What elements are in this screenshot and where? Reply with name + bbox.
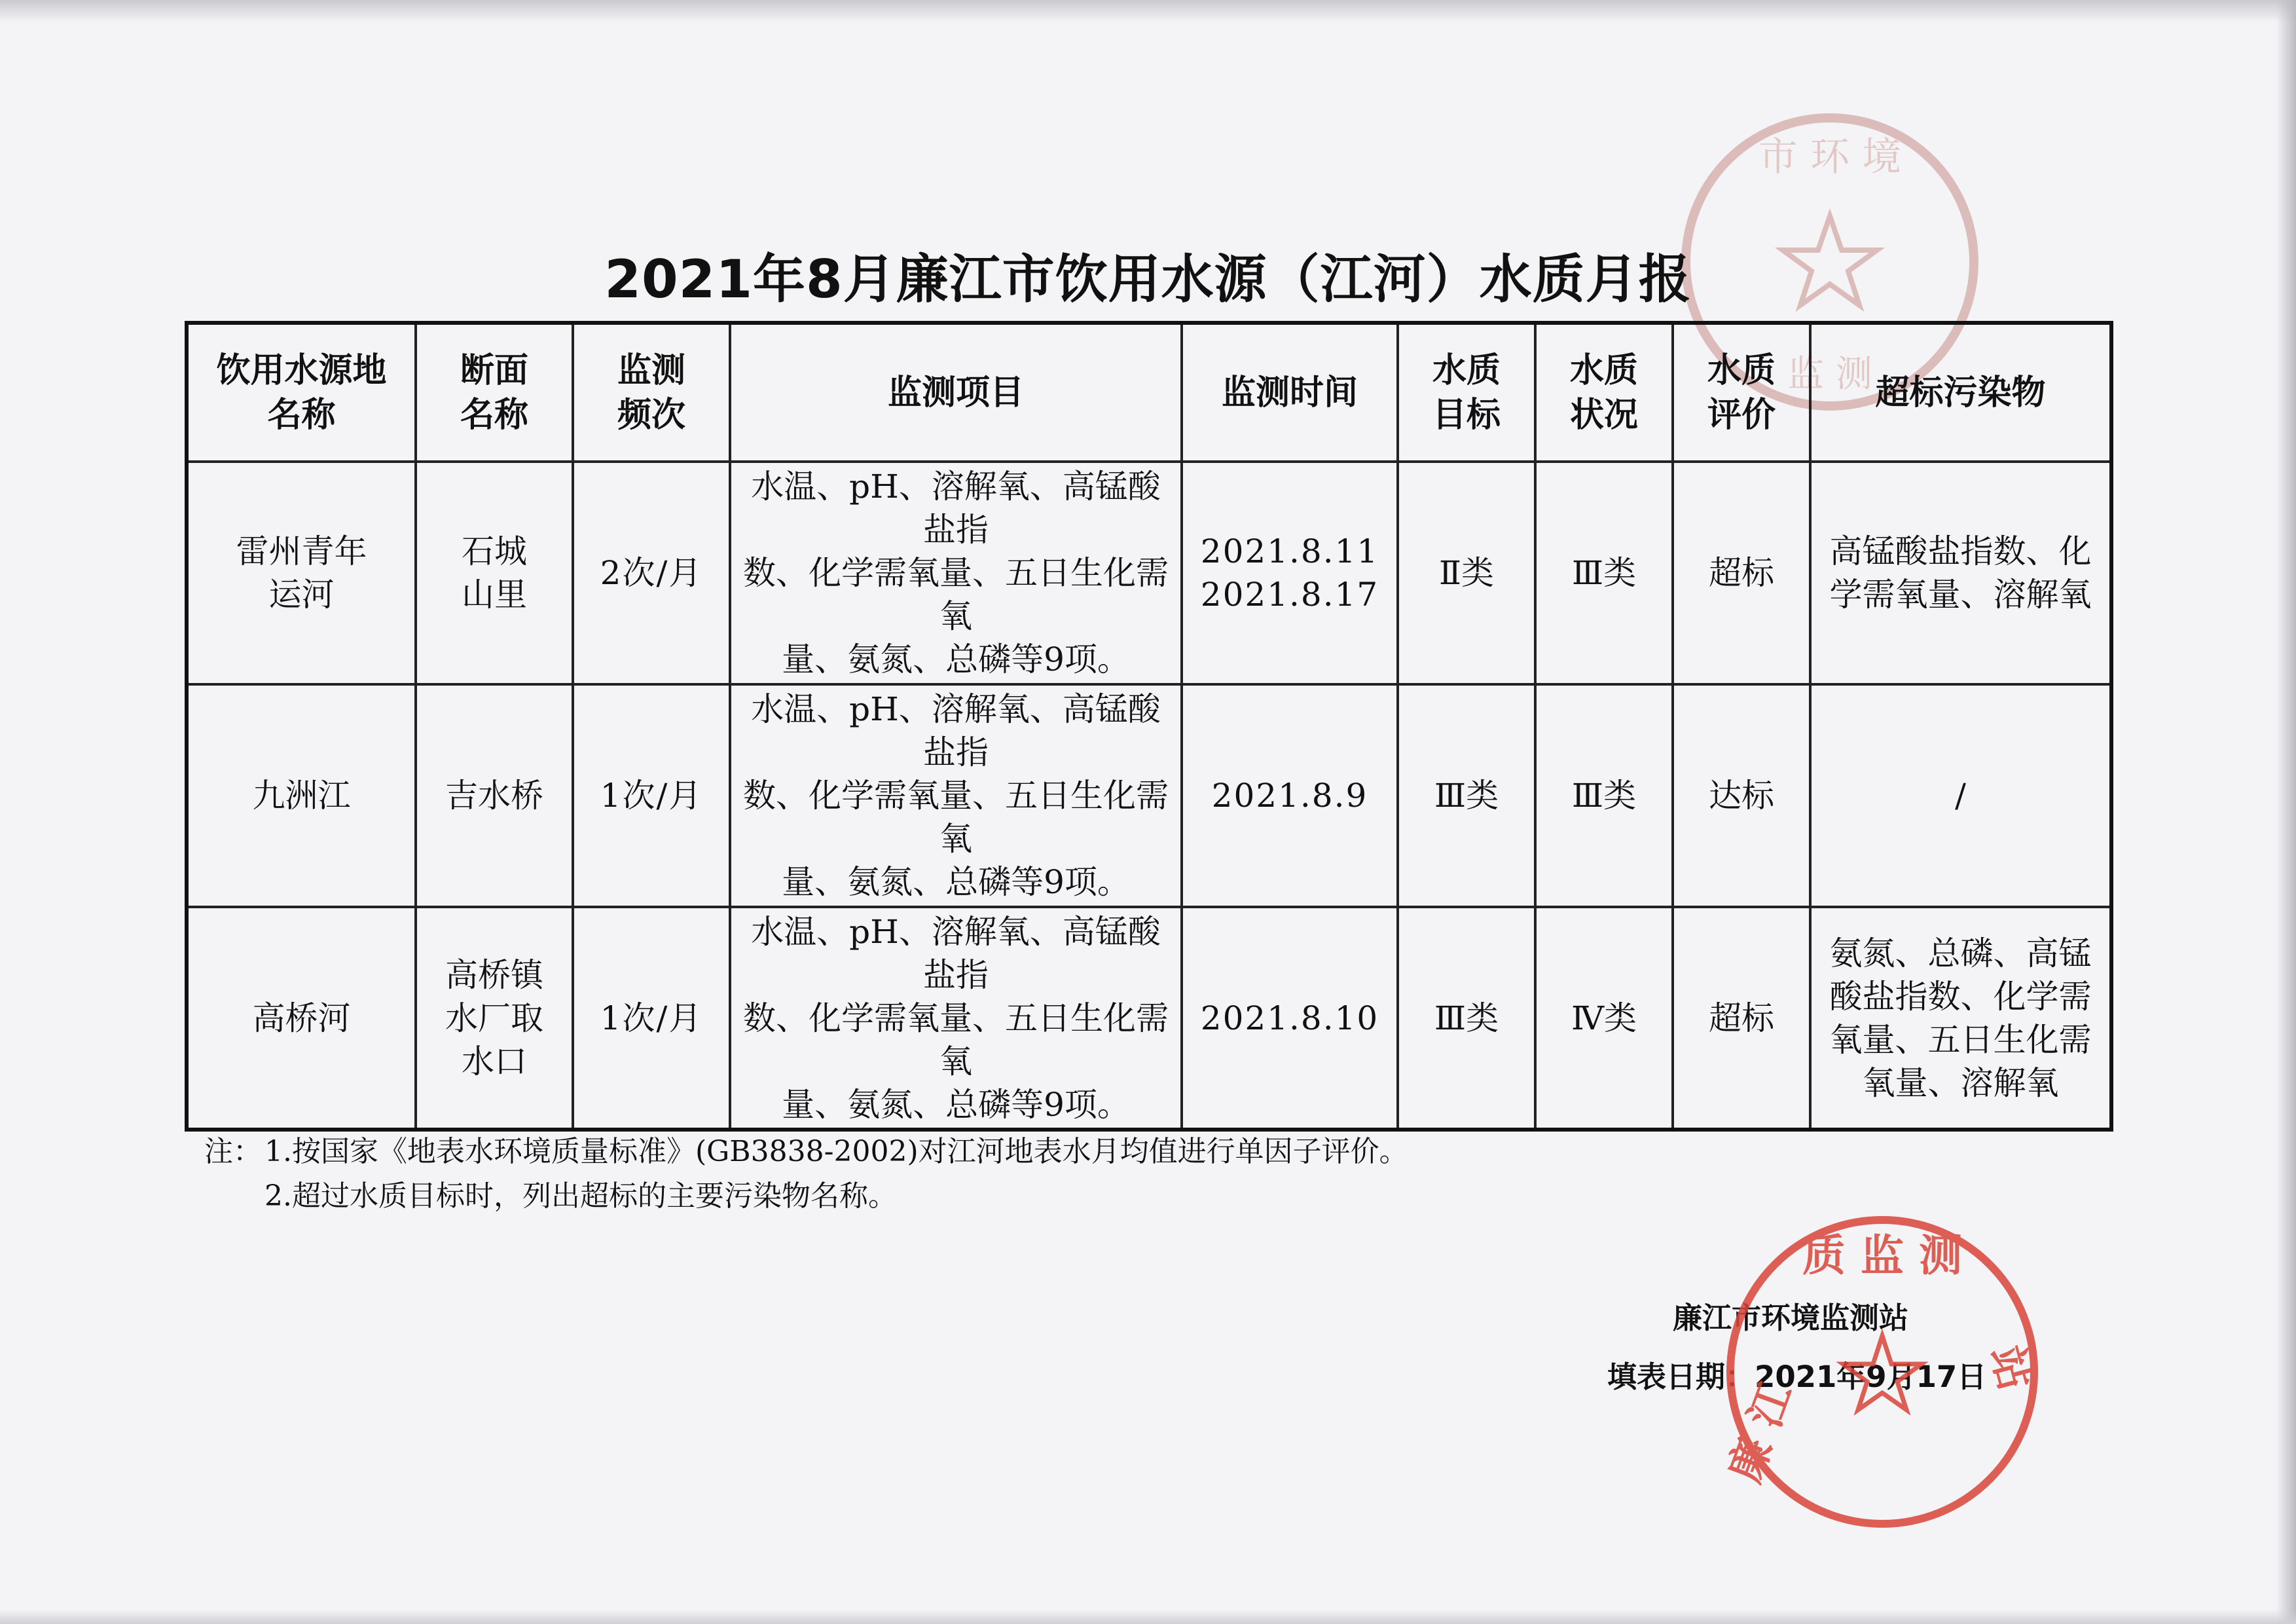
cell-monitoring-items-line: 数、化学需氧量、五日生化需氧 <box>743 999 1169 1080</box>
header-text-line: 断面 <box>460 350 528 390</box>
cell-section-name <box>416 462 573 684</box>
cell-pollutants <box>1810 907 2111 1130</box>
cell-source-name-line: 雷州青年 <box>236 532 367 570</box>
cell-quality-target: Ⅲ类 <box>1398 907 1535 1130</box>
cell-pollutants-line: / <box>1955 777 1966 815</box>
table-row <box>187 907 2111 1130</box>
cell-pollutants-line: 氨氮、总磷、高锰 <box>1829 934 2092 972</box>
cell-quality-status: Ⅳ类 <box>1535 907 1673 1130</box>
header-time <box>1182 323 1398 462</box>
svg-text:市 环 境: 市 环 境 <box>1758 134 1902 180</box>
cell-pollutants-line: 氧量、五日生化需 <box>1829 1020 2092 1059</box>
scan-edge-top <box>0 0 2296 22</box>
cell-source-name <box>187 907 416 1130</box>
cell-section-name-line: 山里 <box>462 576 527 614</box>
header-text-line: 超标污染物 <box>1875 373 2046 413</box>
cell-quality-evaluation: 超标 <box>1673 462 1810 684</box>
header-text-line: 监测时间 <box>1221 373 1358 413</box>
scan-edge-bottom <box>0 1610 2296 1624</box>
header-text-line: 名称 <box>267 395 336 435</box>
header-text-line: 水质 <box>1432 350 1501 390</box>
header-text-line: 状况 <box>1569 395 1638 435</box>
cell-monitoring-items-line: 水温、pH、溶解氧、高锰酸盐指 <box>751 468 1161 549</box>
cell-section-name-line: 水厂取 <box>445 999 543 1037</box>
cell-monitoring-time <box>1182 684 1398 907</box>
cell-monitoring-time-line: 2021.8.17 <box>1200 576 1379 614</box>
svg-text:监 测: 监 测 <box>1787 353 1872 396</box>
fill-date-label: 填表日期： <box>1607 1359 1755 1394</box>
header-target <box>1398 323 1535 462</box>
table-row <box>187 684 2111 907</box>
header-text-line: 水质 <box>1707 350 1776 390</box>
cell-pollutants-line: 酸盐指数、化学需 <box>1829 977 2092 1016</box>
table-row <box>187 462 2111 684</box>
cell-pollutants <box>1810 462 2111 684</box>
header-section-name <box>416 323 573 462</box>
svg-text:站: 站 <box>1981 1340 2042 1396</box>
note-text: 1.按国家《地表水环境质量标准》(GB3838-2002)对江河地表水月均值进行单因子评价。 <box>264 1135 1408 1168</box>
cell-quality-status: Ⅲ类 <box>1535 684 1673 907</box>
cell-quality-evaluation: 达标 <box>1673 684 1810 907</box>
header-evaluation <box>1673 323 1810 462</box>
cell-quality-target: Ⅲ类 <box>1398 684 1535 907</box>
cell-source-name <box>187 684 416 907</box>
cell-source-name-line: 高桥河 <box>252 999 351 1037</box>
notes-section <box>204 1130 1408 1219</box>
svg-text:廉 江: 廉 江 <box>1719 1375 1802 1489</box>
header-text-line: 频次 <box>617 395 685 435</box>
header-frequency <box>573 323 730 462</box>
report-title: 2021年8月廉江市饮用水源（江河）水质月报 <box>604 249 1692 310</box>
cell-quality-target: Ⅱ类 <box>1398 462 1535 684</box>
header-text-line: 饮用水源地 <box>216 350 387 390</box>
header-source-name <box>187 323 416 462</box>
cell-monitoring-items <box>730 907 1182 1130</box>
cell-pollutants <box>1810 684 2111 907</box>
header-text-line: 监测项目 <box>887 373 1024 413</box>
note-line-2 <box>204 1174 1408 1219</box>
cell-source-name-line: 运河 <box>268 576 335 614</box>
cell-monitoring-items <box>730 462 1182 684</box>
header-text-line: 目标 <box>1432 395 1501 435</box>
note-prefix: 注： <box>204 1135 262 1168</box>
cell-monitoring-time <box>1182 907 1398 1130</box>
cell-pollutants-line: 氧量、溶解氧 <box>1862 1063 2059 1102</box>
cell-monitoring-items-line: 量、氨氮、总磷等9项。 <box>782 640 1130 678</box>
cell-frequency: 1次/月 <box>573 907 730 1130</box>
cell-source-name-line: 九洲江 <box>252 777 351 815</box>
cell-quality-evaluation: 超标 <box>1673 907 1810 1130</box>
cell-section-name-line: 石城 <box>462 532 527 570</box>
cell-source-name <box>187 462 416 684</box>
cell-section-name-line: 水口 <box>462 1042 527 1080</box>
cell-monitoring-time-line: 2021.8.10 <box>1200 999 1379 1037</box>
cell-monitoring-items-line: 量、氨氮、总磷等9项。 <box>782 863 1130 901</box>
cell-monitoring-time <box>1182 462 1398 684</box>
header-items <box>730 323 1182 462</box>
cell-monitoring-items-line: 水温、pH、溶解氧、高锰酸盐指 <box>751 690 1161 771</box>
cell-pollutants-line: 学需氧量、溶解氧 <box>1829 576 2092 614</box>
note-text: 2.超过水质目标时，列出超标的主要污染物名称。 <box>264 1179 897 1213</box>
cell-frequency: 1次/月 <box>573 684 730 907</box>
cell-monitoring-time-line: 2021.8.11 <box>1200 532 1379 570</box>
header-text-line: 监测 <box>617 350 685 390</box>
cell-monitoring-items-line: 水温、pH、溶解氧、高锰酸盐指 <box>751 912 1161 994</box>
water-quality-table <box>185 321 2113 1132</box>
cell-section-name <box>416 684 573 907</box>
table-header-row <box>187 323 2111 462</box>
header-text-line: 名称 <box>460 395 528 435</box>
organization-name: 廉江市环境监测站 <box>1673 1301 1909 1335</box>
cell-quality-status: Ⅲ类 <box>1535 462 1673 684</box>
header-status <box>1535 323 1673 462</box>
cell-section-name-line: 吉水桥 <box>445 777 543 815</box>
cell-section-name-line: 高桥镇 <box>445 955 543 994</box>
cell-monitoring-items-line: 数、化学需氧量、五日生化需氧 <box>743 777 1169 858</box>
cell-monitoring-items-line: 量、氨氮、总磷等9项。 <box>782 1085 1130 1124</box>
cell-monitoring-time-line: 2021.8.9 <box>1211 777 1368 815</box>
header-text-line: 评价 <box>1707 395 1776 435</box>
fill-date-value: 2021年9月17日 <box>1755 1359 1987 1394</box>
header-pollutants <box>1810 323 2111 462</box>
cell-monitoring-items <box>730 684 1182 907</box>
cell-frequency: 2次/月 <box>573 462 730 684</box>
cell-section-name <box>416 907 573 1130</box>
cell-monitoring-items-line: 数、化学需氧量、五日生化需氧 <box>743 554 1169 635</box>
note-line-1 <box>204 1130 1408 1174</box>
header-text-line: 水质 <box>1569 350 1638 390</box>
bottom-seal-stamp <box>1712 1202 2052 1542</box>
cell-pollutants-line: 高锰酸盐指数、化 <box>1829 532 2092 570</box>
svg-text:质 监 测: 质 监 测 <box>1802 1230 1962 1281</box>
